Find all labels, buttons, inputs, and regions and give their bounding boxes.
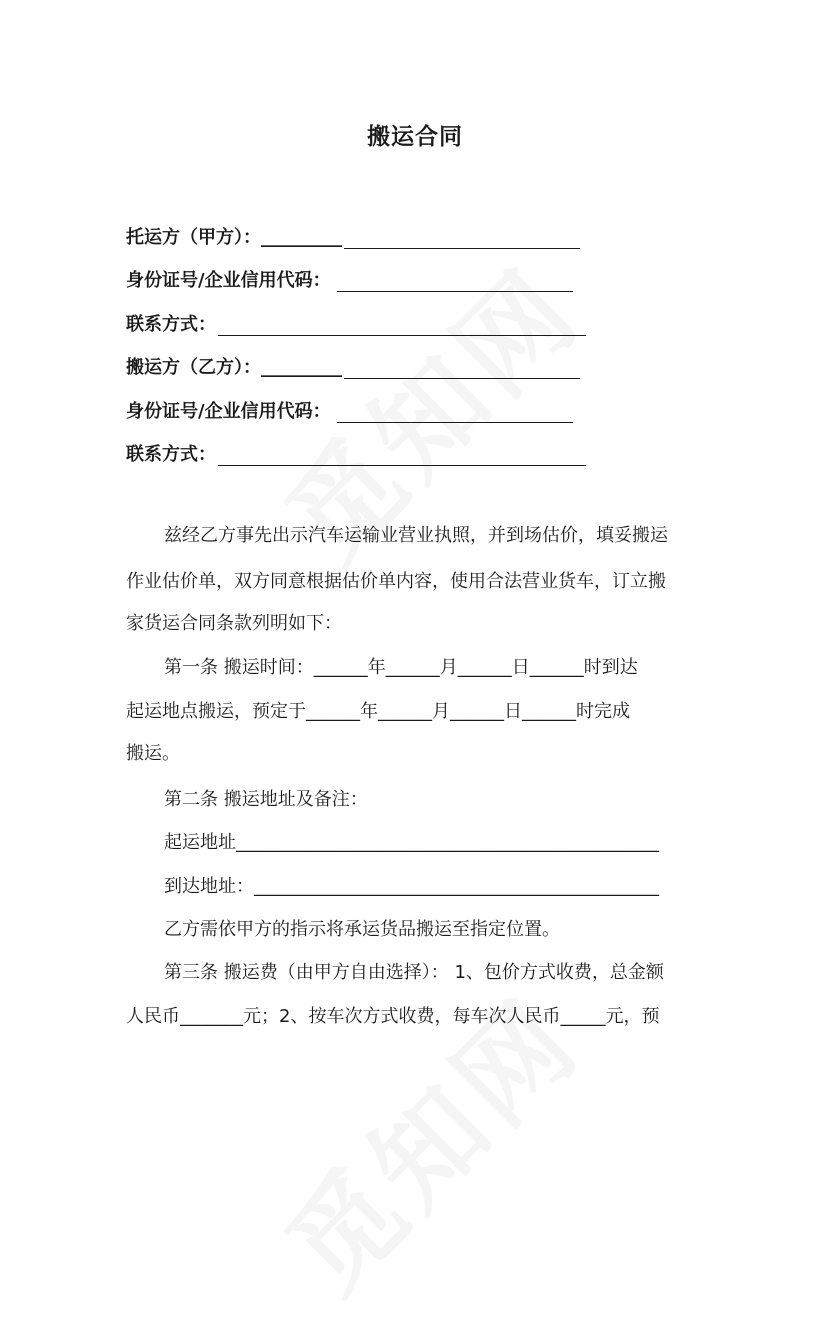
fill-line (337, 400, 573, 423)
body-line: 兹经乙方事先出示汽车运输业营业执照，并到场估价，填妥搬运 (164, 525, 668, 546)
party-b-name-field[interactable] (126, 349, 580, 379)
field-label: 联系方式： (126, 444, 216, 465)
clause-3-line: 人民币_______元；2、按车次方式收费，每车次人民币_____元，预 (126, 1006, 660, 1027)
field-label: 联系方式： (126, 314, 216, 335)
origin-address-line: 起运地址_______________________________________________ (164, 832, 659, 853)
clause-1-line: 起运地点搬运，预定于______年______月______日______时完成 (126, 701, 630, 722)
clause-1-line: 搬运。 (126, 743, 180, 764)
clause-1-line: 第一条 搬运时间：______年______月______日______时到达 (164, 657, 638, 678)
clause-3-line: 第三条 搬运费（由甲方自由选择）： 1、包价方式收费，总金额 (164, 962, 664, 983)
fill-line (337, 269, 573, 292)
fill-line (344, 226, 580, 249)
field-label: 身份证号/企业信用代码： (126, 270, 331, 291)
party-a-id-field[interactable] (126, 262, 573, 292)
body-line: 乙方需依甲方的指示将承运货品搬运至指定位置。 (164, 919, 560, 940)
fill-line (344, 356, 580, 379)
document-title: 搬运合同 (367, 124, 463, 150)
field-value: _________ (261, 357, 342, 378)
body-line: 作业估价单，双方同意根据估价单内容，使用合法营业货车，订立搬 (126, 571, 666, 592)
body-line: 家货运合同条款列明如下： (126, 613, 342, 634)
field-value: _________ (261, 227, 342, 248)
destination-address-line: 到达地址：_____________________________________________ (164, 876, 659, 897)
fill-line (218, 443, 586, 466)
fill-line (218, 313, 586, 336)
clause-2-heading: 第二条 搬运地址及备注： (164, 789, 368, 810)
field-label: 搬运方（乙方）： (126, 357, 261, 378)
field-label: 身份证号/企业信用代码： (126, 401, 331, 422)
party-a-name-field[interactable] (126, 219, 580, 249)
field-label: 托运方（甲方）： (126, 227, 261, 248)
party-a-contact-field[interactable] (126, 306, 586, 336)
party-b-contact-field[interactable] (126, 436, 586, 466)
party-b-id-field[interactable] (126, 393, 573, 423)
